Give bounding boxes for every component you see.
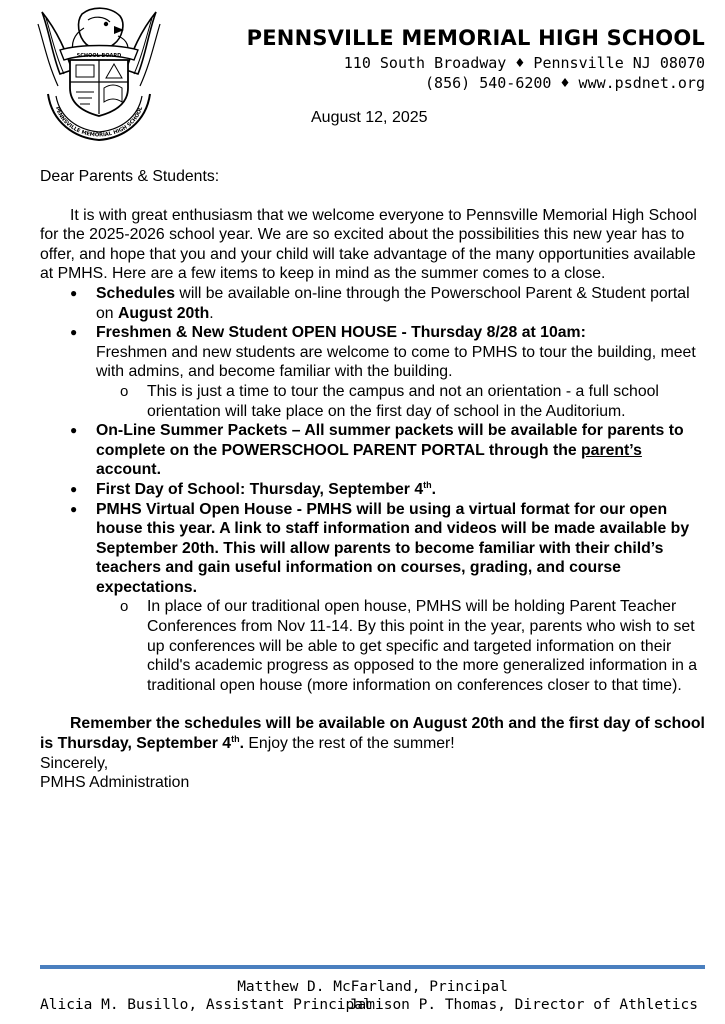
list-item [40,323,708,421]
svg-text:PENNSVILLE MEMORIAL HIGH SCHOO: PENNSVILLE MEMORIAL HIGH SCHOOL [53,106,145,139]
school-crest-icon [30,4,168,150]
salutation: Dear Parents & Students: [40,168,220,185]
sub-list-item [96,382,708,421]
remember-bold-end: . [239,735,244,753]
sub-list [96,597,708,695]
svg-text:SCHOOL BOARD: SCHOOL BOARD [76,53,122,59]
list-item [40,421,708,480]
footer-divider [40,965,705,969]
intro-paragraph: It is with great enthusiasm that we welcome everyone to Pennsville Memorial High School for the 2025-2026 school year. We are so excited about the possibilities this new year has to offer, and hope that you and your child will take advantage of the many opportunities available at PMHS. Here are a few items to keep in mind as the summer comes to a close. [40,206,697,283]
item-open-house-heading: Freshmen & New Student OPEN HOUSE - Thursday 8/28 at 10am: [96,324,586,342]
item-schedules-date: August 20th [117,304,210,322]
letter-body [40,167,708,793]
item-first-day-end: . [431,480,437,498]
item-first-day-sup: th [423,479,432,490]
sub-list [96,382,708,421]
item-virtual-sub: In place of our traditional open house, PMHS will be holding Parent Teacher Conferences from Nov 11-14. By this point in the year, parents who wish to set up conferences will be able to get specific and targeted information on their child's academic progress as opposed to the more generalized information in a traditional open house (more information on conferences closer to that time). [147,598,698,694]
remember-text: Enjoy the rest of the summer! [243,735,455,753]
item-schedules-text: will be available on-line through the Powerschool Parent & Student portal on [96,284,690,322]
remember-sup: th [231,734,240,745]
remember-bold: Remember the schedules will be available on August 20th and the first day of school is Thursday, September 4 [40,715,705,753]
closing: Sincerely, [40,754,109,772]
school-address: 110 South Broadway ♦ Pennsville NJ 08070 [343,54,705,72]
item-virtual-text: PMHS Virtual Open House - PMHS will be using a virtual format for our open house this year. A link to staff information and videos will be made available by September 20th. This will allow parents to become familiar with their child’s teachers and gain useful information on courses, grading, and course expectations. [96,500,690,596]
item-open-house-sub: This is just a time to tour the campus and not an orientation - a full school orientation will take place on the first day of school in the Auditorium. [147,382,659,420]
list-item [40,284,708,323]
item-schedules-end: . [209,304,214,322]
letter-date: August 12, 2025 [311,109,428,126]
remember-paragraph [40,714,708,753]
item-packets-end: account. [96,461,161,479]
item-schedules-bold: Schedules [96,284,176,302]
signature: PMHS Administration [40,774,190,792]
footer-assistant-principal: Alicia M. Busillo, Assistant Principal [40,997,372,1013]
school-contact: (856) 540-6200 ♦ www.psdnet.org [425,74,705,92]
footer-principal: Matthew D. McFarland, Principal [237,979,508,995]
school-name: PENNSVILLE MEMORIAL HIGH SCHOOL [246,26,705,50]
list-item [40,500,708,696]
list-item [40,480,708,500]
item-open-house-text: Freshmen and new students are welcome to come to PMHS to tour the building, meet with admins, and become familiar with the building. [96,343,696,381]
items-list [40,284,708,695]
item-packets-underlined: parent’s [581,441,642,459]
footer-athletics-director: Jamison P. Thomas, Director of Athletics [348,997,698,1013]
sub-list-item [96,597,708,695]
item-packets-text: On-Line Summer Packets – All summer packets will be available for parents to complete on the POWERSCHOOL PARENT PORTAL through the [96,422,684,459]
item-first-day-text: First Day of School: Thursday, September 4 [96,480,424,498]
